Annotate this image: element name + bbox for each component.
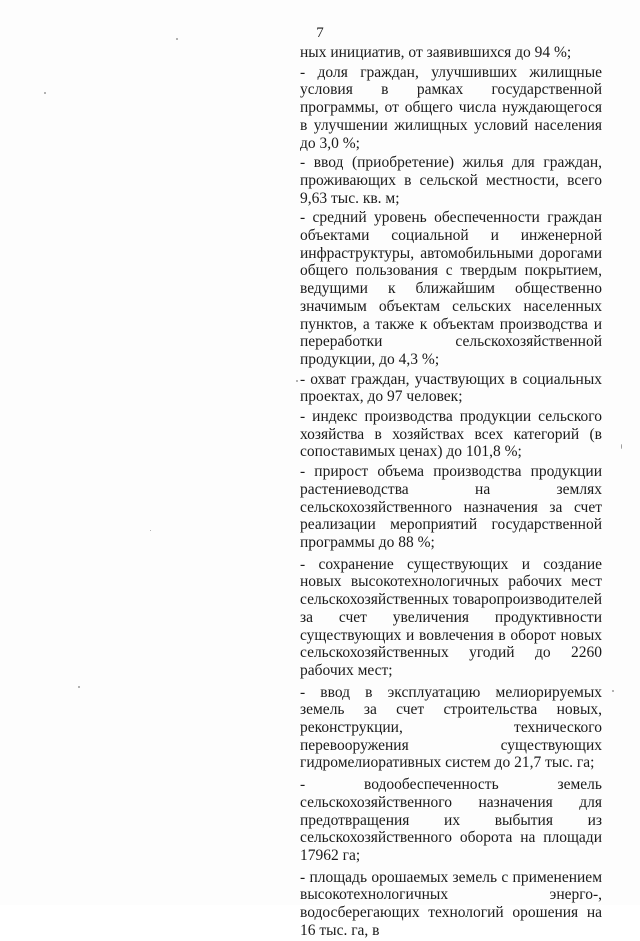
- scan-speck: [621, 444, 622, 449]
- scan-speck: [296, 380, 298, 382]
- paragraph-land-reclamation: - ввод в эксплуатацию мелиорируемых земель за счет строительства новых, реконструкции, технического перевооружения существующих гидромелиоративных систем до 21,7 тыс. га;: [300, 683, 602, 772]
- scan-speck: [44, 92, 46, 94]
- paragraph-water-supply: - водообеспеченность земель сельскохозяйственного назначения для предотвращения их выбытия из сельскохозяйственного оборота на площади 17962 га;: [300, 776, 602, 864]
- paragraph-production-index: - индекс производства продукции сельского хозяйства в хозяйствах всех категорий (в сопоставимых ценах) до 101,8 %;: [300, 408, 602, 461]
- page-number: 7: [316, 25, 324, 41]
- paragraph-social-projects: - охват граждан, участвующих в социальных проектах, до 97 человек;: [300, 370, 602, 406]
- paragraph-continuation: ных инициатив, от заявившихся до 94 %;: [300, 44, 572, 61]
- paragraph-irrigated-area: - площадь орошаемых земель с применением высокотехнологичных энерго-, водосберегающих технологий орошения на 16 тыс. га, в: [300, 868, 602, 939]
- scan-speck: [78, 686, 80, 688]
- text-column: [300, 44, 602, 941]
- paragraph-crop-production-growth: - прирост объема производства продукции растениеводства на землях сельскохозяйственного назначения за счет реализации мероприятий государственной программы до 88 %;: [300, 463, 602, 551]
- scan-speck: [176, 38, 178, 40]
- scan-speck: [612, 690, 614, 692]
- paragraph-jobs: - сохранение существующих и создание новых высокотехнологичных рабочих мест сельскохозяйственных товаропроизводителей за счет увеличения продуктивности существующих и вовлечения в оборот новых сельскохозяйственных угодий до 2260 рабочих мест;: [300, 555, 602, 679]
- paragraph-infrastructure-level: - средний уровень обеспеченности граждан объектами социальной и инженерной инфраструктуры, автомобильными дорогами общего пользования с твердым покрытием, ведущими к ближайшим общественно значимым объектам сельских населенных пунктов, а также к объектам производства и переработки сельскохозяйственной продукции, до 4,3 %;: [300, 209, 602, 368]
- scan-speck: [150, 530, 151, 531]
- paragraph-housing-commissioning: - ввод (приобретение) жилья для граждан, проживающих в сельской местности, всего 9,63 тыс. кв. м;: [300, 154, 602, 207]
- paragraph-housing-improvement: - доля граждан, улучшивших жилищные условия в рамках государственной программы, от общего числа нуждающегося в улучшении жилищных условий населения до 3,0 %;: [300, 63, 602, 152]
